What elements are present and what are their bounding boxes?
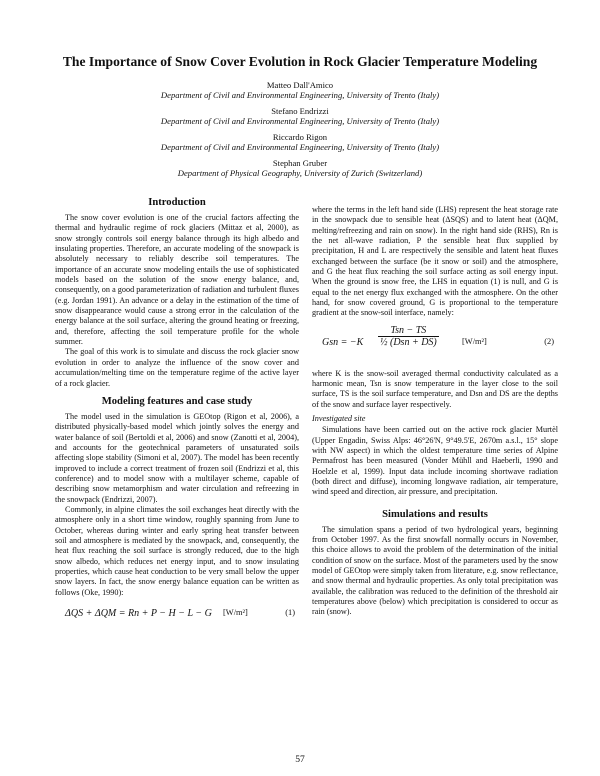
- equation-2-lhs: Gsn = −K: [322, 336, 364, 348]
- author-block: [40, 80, 560, 184]
- introduction-paragraph-1: The snow cover evolution is one of the crucial factors affecting the thermal and hydraulic regime of rock glaciers (Mittaz et al, 2000), as snow strongly controls soil energy balance through its high albedo and insulating properties. Therefore, an accurate modeling of the snowpack is absolutely necessary to reliably describe soil temperatures. The importance of an accurate snow modeling entails the use of sophisticated models based on the solution of the snow energy balance, and, consequently, on a good parameterization of radiation and turbulent fluxes (e.g. Jordan 1991). An advance or a delay in the estimation of the time of snow disappearance would cause a strong error in the calculation of the energy balance at the soil surface, altering the ground heating or freezing, and, therefore, affecting the soil temperature profile for the whole summer.: [55, 213, 299, 347]
- equation-2-numerator: Tsn − TS: [378, 325, 439, 337]
- equation-1-body: ΔQS + ΔQM = Rn + P − H − L − G: [65, 608, 212, 620]
- section-heading-introduction: Introduction: [148, 197, 206, 208]
- modeling-paragraph-2: Commonly, in alpine climates the soil exchanges heat directly with the atmosphere only in a short time window, roughly spanning from June to October, whereas during winter and early spring heat transfer between soil and atmosphere is mediated by the snowpack, and, consequently, the heat flux reaching the soil surface is strongly reduced, due to the high snow albedo, which reduces net energy input, and to snow insulating properties, which cause heat conduction to be very small below the upper snow layers. In fact, the snow energy balance equation can be written as follows (Oke, 1990):: [55, 504, 299, 597]
- author-affiliation: Department of Civil and Environmental Engineering, University of Trento (Italy): [160, 116, 440, 126]
- equation-2-number: (2): [544, 336, 554, 346]
- author-affiliation: Department of Civil and Environmental Engineering, University of Trento (Italy): [160, 90, 440, 100]
- left-column: [55, 196, 299, 630]
- author-name: Riccardo Rigon: [272, 132, 328, 142]
- site-paragraph-1: Simulations have been carried out on the active rock glacier Murtèl (Upper Engadin, Swiss Alps: 46°26'N, 9°49.5'E, 2670m a.s.l., 15° slope with NW aspect) in which the oldest temperature time series of Alpine Permafrost has been measured (Vonder Mühll and Haeberli, 1990 and Hoelzle et al, 1999). Input data include incoming shortwave radiation (both direct and diffuse), incoming longwave radiation, air temperature, wind speed and direction, air pressure, and precipitation.: [312, 425, 558, 497]
- equation-2-fraction: [378, 325, 439, 348]
- author-affiliation: Department of Physical Geography, University of Zurich (Switzerland): [177, 168, 423, 178]
- page-number: 57: [295, 754, 305, 765]
- subsection-heading-site: Investigated site: [312, 414, 366, 424]
- modeling-paragraph-3: where the terms in the left hand side (LHS) represent the heat storage rate in the snowpack due to sensible heat (ΔSQS) and to latent heat (ΔQM, melting/refreezing and rain on snow). In the right hand side (RHS), Rn is the net all-wave radiation, P the sensible heat flux supplied by precipitation, H and L are respectively the sensible and latent heat fluxes exchanged between the surface (be it snow or soil) and the atmosphere, and G the heat flux reaching the soil surface acting as soil energy input. When the ground is snow free, the LHS in equation (1) is null, and G is equal to the net energy flux exchanged with the atmosphere. On the other hand, for snow covered ground, G is proportional to the temperature gradient at the snow-soil interface, namely:: [312, 205, 558, 318]
- author-name: Stefano Endrizzi: [271, 106, 329, 116]
- modeling-paragraph-1: The model used in the simulation is GEOtop (Rigon et al, 2006), a distributed physically-based model which jointly solves the energy and water balance of soil (Bertoldi et al, 2006) and snow (Zanotti et al, 2004), and accounts for the geotechnical parameters of unsaturated soils affecting slope stability (Simoni et al, 2007). The model has been recently improved to include a correct treatment of frozen soil (Endrizzi et al, this conference) and to model snow with a multilayer scheme, capable of describing snow metamorphism and water circulation and refreezing in the snowpack (Endrizzi, 2007).: [55, 411, 299, 504]
- author-name: Matteo Dall'Amico: [266, 80, 334, 90]
- modeling-paragraph-4: where K is the snow-soil averaged thermal conductivity calculated as a harmonic mean, Tsn is snow temperature in the layer close to the soil surface, TS is the soil surface temperature, and Dsn and DS are the depths of the snow and surface layer respectively.: [312, 368, 558, 409]
- equation-1-unit: [W/m²]: [223, 608, 248, 618]
- paper-title: The Importance of Snow Cover Evolution in Rock Glacier Temperature Modeling: [62, 54, 538, 69]
- section-heading-results: Simulations and results: [382, 508, 488, 520]
- author-affiliation: Department of Civil and Environmental Engineering, University of Trento (Italy): [160, 142, 440, 152]
- author-name: Stephan Gruber: [272, 158, 328, 168]
- equation-1: [55, 602, 299, 628]
- equation-1-number: (1): [285, 608, 295, 618]
- section-heading-modeling: Modeling features and case study: [101, 395, 253, 407]
- results-paragraph-1: The simulation spans a period of two hydrological years, beginning from October 1997. As the first snowfall normally occurs in November, this choice allows to avoid the problem of the determination of the initial condition of snow on the surface. Most of the parameters used by the snow model of GEOtop were simply taken from literature, e.g. snow reflectance, and snow thermal and hydraulic properties. As only total precipitation was available, the calibration was reduced to the definition of the threshold air temperatures above (below) which precipitation is considered to occur as rain (snow).: [312, 524, 558, 617]
- equation-2: [312, 323, 558, 367]
- equation-2-denominator: ½ (Dsn + DS): [380, 336, 437, 348]
- right-column: [312, 205, 558, 618]
- equation-2-unit: [W/m²]: [462, 336, 487, 346]
- introduction-paragraph-2: The goal of this work is to simulate and discuss the rock glacier snow evolution in order to analyze the influence of the snow cover and accumulation/melting time on the temperature regime of the active layer of a rock glacier.: [55, 347, 299, 388]
